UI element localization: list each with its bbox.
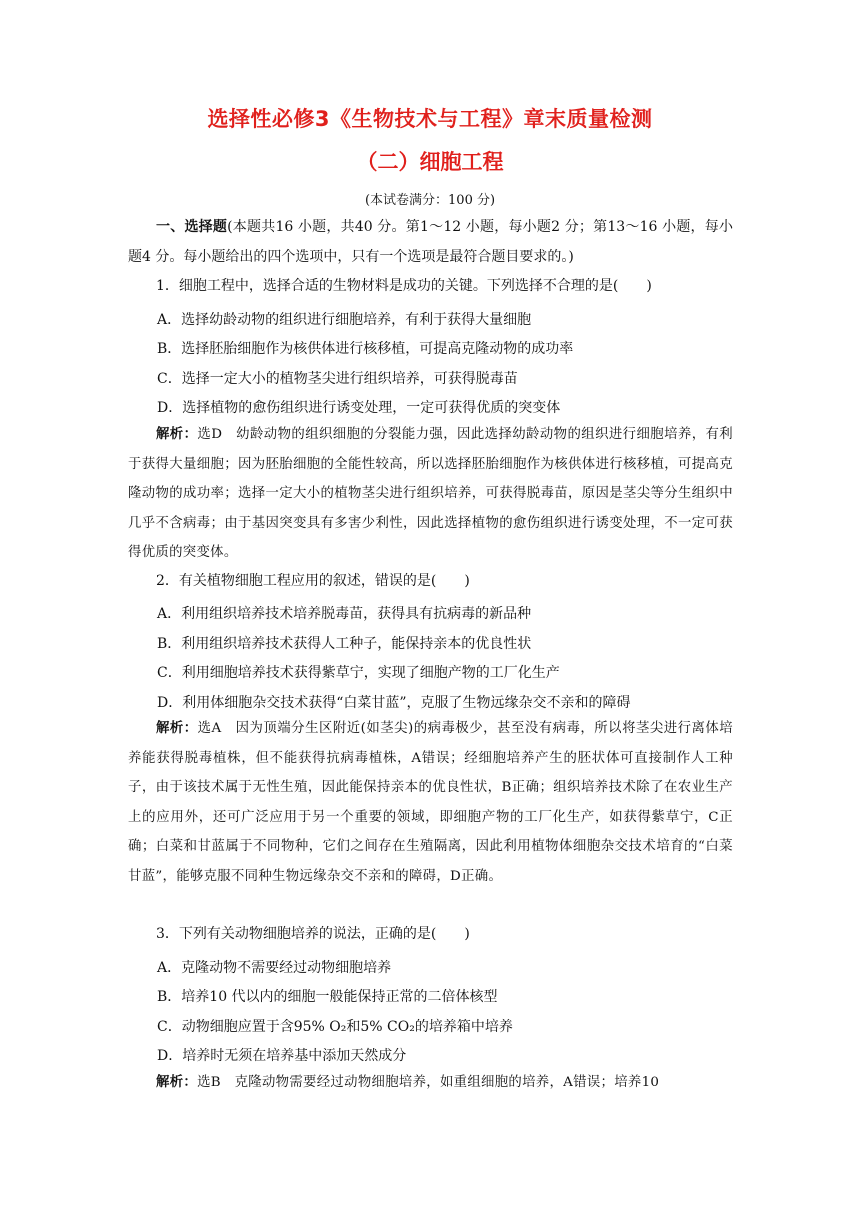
section-text: (本题共16 小题，共40 分。第1～12 小题，每小题2 分；第13～16 小题，每小题4 分。每小题给出的四个选项中，只有一个选项是最符合题目要求的。) (128, 219, 733, 265)
analysis-text: 选D 幼龄动物的组织细胞的分裂能力强，因此选择幼龄动物的组织进行细胞培养，有利于获得大量细胞；因为胚胎细胞的全能性较高，所以选择胚胎细胞作为核供体进行核移植，可提高克隆动物的成功率；选择一定大小的植物茎尖进行组织培养，可获得脱毒苗，原因是茎尖等分生组织中几乎不含病毒；由于基因突变具有多害少利性，因此选择植物的愈伤组织进行诱变处理，不一定可获得优质的突变体。 (128, 427, 733, 560)
exam-subtitle: （二）细胞工程 (356, 150, 504, 174)
question-1-analysis (128, 420, 733, 568)
question-3-option-c: C．动物细胞应置于含95% O₂和5% CO₂的培养箱中培养 (157, 1019, 513, 1035)
question-1-stem: 1．细胞工程中，选择合适的生物材料是成功的关键。下列选择不合理的是( ) (156, 278, 652, 294)
analysis-label: 解析： (156, 427, 198, 442)
question-2-option-c: C．利用细胞培养技术获得紫草宁，实现了细胞产物的工厂化生产 (157, 665, 560, 681)
question-3-option-b: B．培养10 代以内的细胞一般能保持正常的二倍体核型 (157, 989, 498, 1005)
section-instructions (128, 213, 733, 272)
analysis-text: 选A 因为顶端分生区附近(如茎尖)的病毒极少，甚至没有病毒，所以将茎尖进行离体培养能获得脱毒植株，但不能获得抗病毒植株，A错误；经细胞培养产生的胚状体可直接制作人工种子，由于该技术属于无性生殖，因此能保持亲本的优良性状，B正确；组织培养技术除了在农业生产上的应用外，还可广泛应用于另一个重要的领域，即细胞产物的工厂化生产，如获得紫草宁，C正确；白菜和甘蓝属于不同物种，它们之间存在生殖隔离，因此利用植物体细胞杂交技术培育的“白菜甘蓝”，能够克服不同种生物远缘杂交不亲和的障碍，D正确。 (128, 721, 733, 884)
question-2-option-a: A．利用组织培养技术培养脱毒苗，获得具有抗病毒的新品种 (157, 606, 532, 622)
question-3-stem: 3．下列有关动物细胞培养的说法，正确的是( ) (156, 926, 470, 942)
score-note: (本试卷满分：100 分) (364, 193, 496, 208)
question-3-option-a: A．克隆动物不需要经过动物细胞培养 (157, 960, 392, 976)
analysis-label: 解析： (156, 721, 198, 736)
analysis-label: 解析： (156, 1075, 198, 1090)
question-1-option-d: D．选择植物的愈伤组织进行诱变处理，一定可获得优质的突变体 (157, 400, 561, 416)
question-3-analysis (128, 1068, 733, 1098)
question-2-stem: 2．有关植物细胞工程应用的叙述，错误的是( ) (156, 573, 470, 589)
section-label: 一、选择题 (156, 219, 228, 235)
analysis-text: 选B 克隆动物需要经过动物细胞培养，如重组细胞的培养，A错误；培养10 (197, 1075, 660, 1090)
question-2-analysis (128, 714, 733, 891)
question-2-option-b: B．利用组织培养技术获得人工种子，能保持亲本的优良性状 (157, 636, 532, 652)
question-1-option-c: C．选择一定大小的植物茎尖进行组织培养，可获得脱毒苗 (157, 371, 518, 387)
question-3-option-d: D．培养时无须在培养基中添加天然成分 (157, 1048, 407, 1064)
question-1-option-a: A．选择幼龄动物的组织进行细胞培养，有利于获得大量细胞 (157, 312, 532, 328)
exam-title: 选择性必修3《生物技术与工程》章末质量检测 (207, 107, 653, 131)
question-2-option-d: D．利用体细胞杂交技术获得“白菜甘蓝”，克服了生物远缘杂交不亲和的障碍 (157, 695, 631, 711)
question-1-option-b: B．选择胚胎细胞作为核供体进行核移植，可提高克隆动物的成功率 (157, 341, 574, 357)
